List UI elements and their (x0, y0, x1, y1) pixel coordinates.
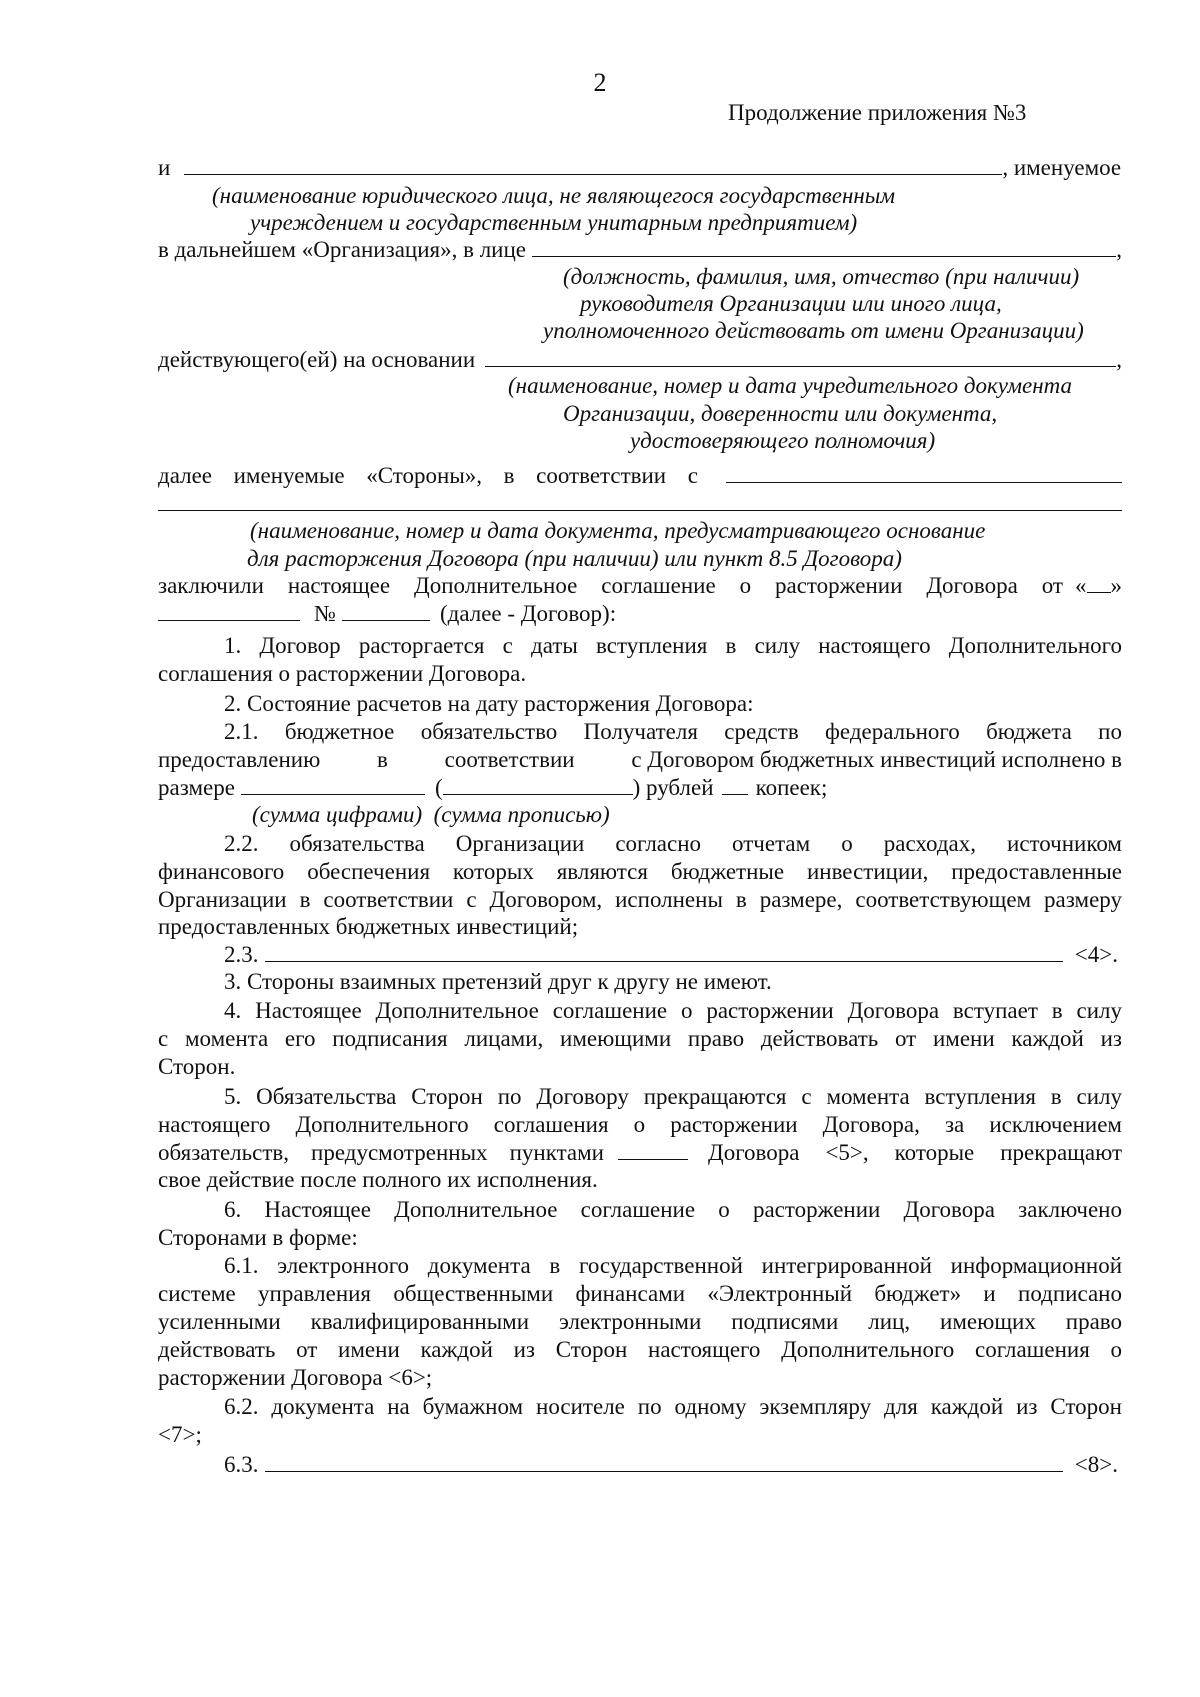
paragraph-6-1-line-1: 6.1. электронного документа в государственной интегрированной информационной (224, 1253, 1122, 1278)
paragraph-2-2-line-3: Организации в соответствии с Договором, исполнены в размере, соответствующем размеру (158, 887, 1122, 912)
appendix-header: Продолжение приложения №3 (728, 100, 1027, 125)
party-prefix: и (158, 155, 171, 180)
representative-note-2: руководителя Организации или иного лица, (580, 291, 1002, 316)
concluded-word: соглашение (601, 573, 716, 598)
paragraph-5-word: Договора (708, 1140, 800, 1165)
paragraph-2-1-word: в (377, 747, 388, 772)
contract-number-blank (342, 600, 430, 621)
paragraph-2-3 (224, 941, 1118, 969)
footnote-ref-5: <5>, (825, 1140, 869, 1165)
party-name-note-1: (наименование юридического лица, не являющегося государственным (212, 183, 896, 208)
paragraph-2-2-line-4: предоставленных бюджетных инвестиций; (158, 914, 579, 939)
paragraph-4-line-2: с момента его подписания лицами, имеющими право действовать от имени каждой из (158, 1026, 1122, 1051)
paragraph-5-right (708, 1139, 1122, 1167)
paragraph-6-1-line-5: расторжении Договора <6>; (158, 1365, 433, 1390)
basis-note-3: удостоверяющего полномочия) (630, 428, 936, 453)
party-name-line (158, 154, 1122, 182)
concluded-word: расторжении (775, 573, 903, 598)
party-suffix: , именуемое (1002, 155, 1122, 180)
parties-text (158, 462, 698, 490)
paragraph-5-line-2: настоящего Дополнительного соглашения о расторжении Договора, за исключением (158, 1112, 1122, 1137)
paragraph-5-line-3 (158, 1139, 1122, 1167)
contract-short-label: (далее - Договор): (439, 601, 617, 626)
amount-label: размере (158, 775, 235, 800)
paragraph-6-3-blank (265, 1451, 1063, 1472)
representative-blank (532, 236, 1116, 257)
basis-line (158, 346, 1122, 374)
date-month-blank (158, 600, 300, 621)
paragraph-6-3-label: 6.3. (224, 1452, 259, 1477)
party-name-note-2: учреждением и государственным унитарным предприятием) (250, 210, 858, 235)
paragraph-2-3-blank (265, 941, 1063, 962)
paragraph-5-word: прекращают (1000, 1140, 1122, 1165)
paragraph-2-1-line-1: 2.1. бюджетное обязательство Получателя средств федерального бюджета по (224, 719, 1122, 744)
basis-label: действующего(ей) на основании (158, 347, 476, 372)
concluded-word: Договора (926, 573, 1018, 598)
basis-note-1: (наименование, номер и дата учредительного документа (508, 373, 1073, 398)
paragraph-2-1-word: соответствии (444, 747, 575, 772)
parties-word: «Стороны», (366, 463, 483, 488)
page-number: 2 (593, 68, 607, 97)
rubles-label: ) рублей (632, 775, 714, 800)
document-basis-note-2: для расторжения Договора (при наличии) или пункт 8.5 Договора) (247, 546, 902, 571)
amount-digits-blank (241, 774, 425, 795)
amount-words-blank (443, 774, 633, 795)
paragraph-6-line-2: Сторонами в форме: (158, 1225, 358, 1250)
concluded-word: Дополнительное (414, 573, 578, 598)
parties-word: соответствии (536, 463, 667, 488)
paragraph-5-word: обязательств, (158, 1140, 290, 1165)
number-sign: № (314, 601, 336, 626)
representative-line (158, 236, 1122, 264)
kopecks-label: копеек; (755, 775, 828, 800)
paragraph-6-1-line-2: системе управления общественными финансами «Электронный бюджет» и подписано (158, 1281, 1122, 1306)
paragraph-3: 3. Стороны взаимных претензий друг к другу не имеют. (224, 969, 772, 994)
clauses-blank (618, 1139, 688, 1160)
paren-open: ( (434, 775, 443, 800)
paragraph-6-2-line-1: 6.2. документа на бумажном носителе по одному экземпляру для каждой из Сторон (224, 1394, 1122, 1419)
document-basis-note-1: (наименование, номер и дата документа, предусматривающего основание (250, 518, 986, 543)
paragraph-6-1-line-3: усиленными квалифицированными электронными подписями лиц, имеющих право (158, 1309, 1122, 1334)
amount-line (158, 774, 1122, 802)
paragraph-2-1-word: предоставлению (158, 747, 321, 772)
concluded-word: о (739, 573, 752, 598)
paragraph-5-word: предусмотренных (311, 1140, 488, 1165)
paragraph-2: 2. Состояние расчетов на дату расторжения Договора: (224, 691, 754, 716)
representative-note-1: (должность, фамилия, имя, отчество (при наличии) (563, 264, 1080, 289)
paragraph-5-word: пунктами (509, 1140, 604, 1165)
representative-label: в дальнейшем «Организация», в лице (158, 237, 527, 262)
concluded-text (158, 572, 1063, 600)
parties-word: именуемые (233, 463, 345, 488)
date-quote-close: » (1110, 573, 1122, 598)
representative-note-3: уполномоченного действовать от имени Организации) (543, 318, 1084, 343)
paragraph-6-line-1: 6. Настоящее Дополнительное соглашение о расторжении Договора заключено (224, 1197, 1122, 1222)
paragraph-5-left (158, 1139, 604, 1167)
contract-number-line (158, 600, 1122, 628)
parties-word: в (503, 463, 515, 488)
paragraph-5-line-1: 5. Обязательства Сторон по Договору прекращаются с момента вступления в силу (224, 1084, 1122, 1109)
parties-blank (726, 462, 1122, 483)
representative-comma: , (1116, 237, 1122, 262)
document-basis-blank (158, 510, 1122, 511)
concluded-line (158, 572, 1122, 600)
footnote-ref-8: <8>. (1074, 1452, 1118, 1477)
kopecks-blank (722, 774, 748, 795)
parties-line (158, 462, 1122, 490)
paragraph-5-word: которые (894, 1140, 975, 1165)
paragraph-1-line-1: 1. Договор расторгается с даты вступления в силу настоящего Дополнительного (224, 633, 1122, 658)
paragraph-6-1-line-4: действовать от имени каждой из Сторон настоящего Дополнительного соглашения о (158, 1337, 1122, 1362)
date-quote-open: « (1075, 573, 1087, 598)
paragraph-2-2-line-1: 2.2. обязательства Организации согласно отчетам о расходах, источником (224, 831, 1122, 856)
concluded-word: от (1041, 573, 1063, 598)
party-name-blank (184, 154, 1002, 175)
concluded-word: настоящее (287, 573, 391, 598)
parties-word: далее (158, 463, 213, 488)
paragraph-4-line-1: 4. Настоящее Дополнительное соглашение о расторжении Договора вступает в силу (224, 998, 1122, 1023)
paragraph-2-1-line-2 (158, 746, 1122, 774)
concluded-word: заключили (158, 573, 264, 598)
paragraph-2-3-label: 2.3. (224, 942, 259, 967)
parties-word: с (687, 463, 698, 488)
footnote-ref-4: <4>. (1074, 942, 1118, 967)
paragraph-2-1-word: с Договором бюджетных инвестиций исполнено в (631, 747, 1122, 772)
paragraph-1-line-2: соглашения о расторжении Договора. (158, 661, 527, 686)
paragraph-2-2-line-2: финансового обеспечения которых являются бюджетные инвестиции, предоставленные (158, 859, 1122, 884)
paragraph-5-line-4: свое действие после полного их исполнения. (158, 1167, 598, 1192)
basis-blank (485, 346, 1116, 367)
basis-note-2: Организации, доверенности или документа, (563, 401, 998, 426)
amount-note: (сумма цифрами) (сумма прописью) (252, 802, 610, 827)
paragraph-4-line-3: Сторон. (158, 1054, 236, 1079)
paragraph-6-2-line-2: <7>; (158, 1422, 202, 1447)
paragraph-6-3 (224, 1451, 1118, 1479)
date-day-blank (1087, 572, 1111, 593)
basis-comma: , (1116, 347, 1122, 372)
